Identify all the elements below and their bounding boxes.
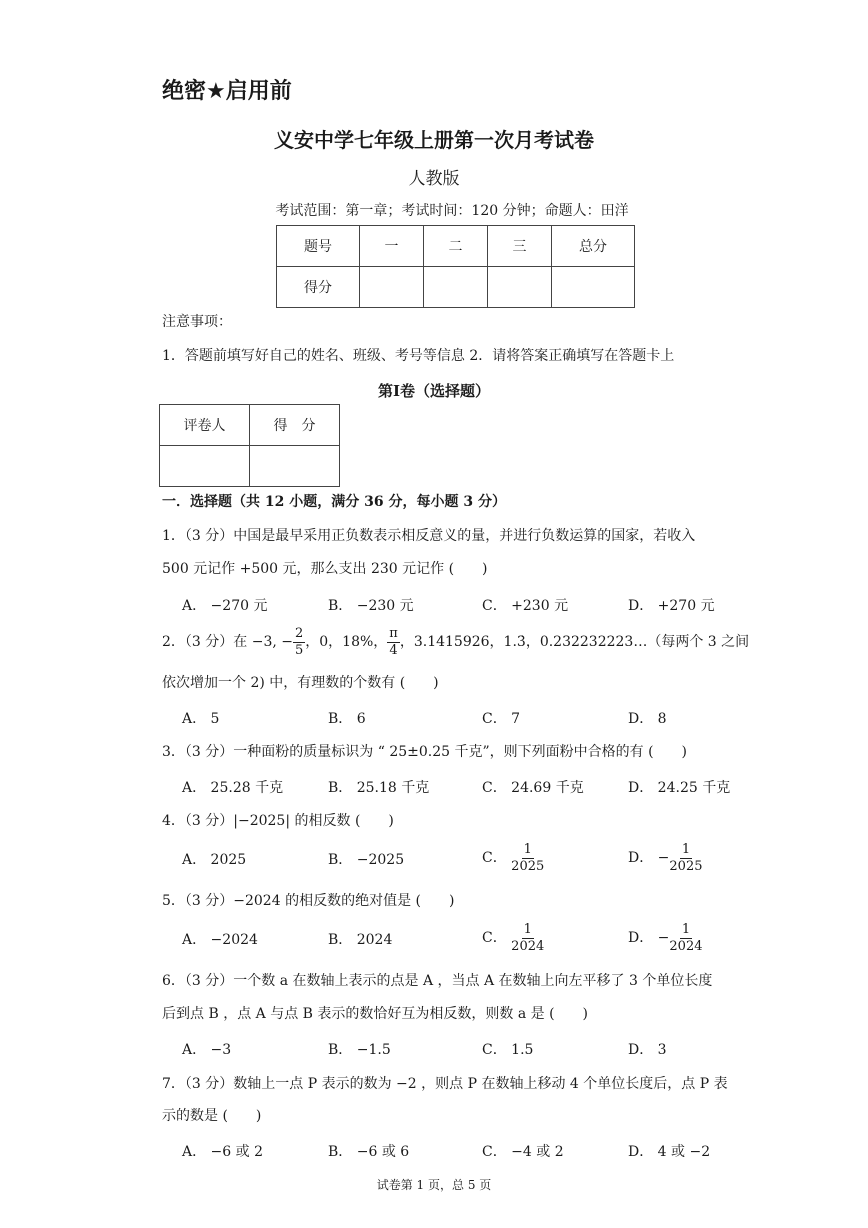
score-cell[interactable]	[360, 267, 424, 308]
question-5-option-c[interactable]	[482, 921, 544, 955]
exam-title: 义安中学七年级上册第一次月考试卷	[274, 128, 594, 152]
question-6-option-b[interactable]: B． −1.5	[328, 1042, 391, 1058]
question-2-suffix: ，3.1415926，1.3̇，0.232232223…（每两个 3 之间	[399, 634, 750, 650]
question-4-line-1: 4．（3 分）|−2025| 的相反数 ( )	[162, 813, 394, 829]
question-3-option-b[interactable]: B． 25.18 千克	[328, 780, 430, 796]
question-6-option-a[interactable]: A． −3	[182, 1042, 232, 1058]
question-6-option-d[interactable]: D． 3	[628, 1042, 667, 1058]
question-4-option-b[interactable]: B． −2025	[328, 852, 405, 868]
fraction-denominator: 5	[294, 642, 304, 658]
option-label: C．	[482, 850, 507, 866]
question-2-option-c[interactable]: C． 7	[482, 711, 521, 727]
question-2-option-a[interactable]: A． 5	[182, 711, 220, 727]
question-2-option-d[interactable]: D． 8	[628, 711, 667, 727]
fraction-denominator: 2025	[669, 858, 703, 874]
grader-table	[159, 404, 340, 487]
score-table-header-row	[277, 226, 635, 267]
question-5-option-d[interactable]	[628, 921, 703, 955]
score-header-cell: 总分	[552, 226, 635, 267]
fraction-option-c	[511, 842, 544, 875]
fraction-option-c	[511, 922, 544, 955]
question-2-line-1	[162, 624, 749, 660]
fraction-denominator: 4	[389, 642, 398, 658]
question-2-option-b[interactable]: B． 6	[328, 711, 366, 727]
fraction-denominator: 2025	[511, 858, 545, 874]
question-2-line-2: 依次增加一个 2) 中，有理数的个数有 ( )	[162, 675, 439, 691]
fraction-numerator: 1	[681, 841, 691, 857]
question-7-line-2: 示的数是 ( )	[162, 1108, 262, 1124]
question-1-option-b[interactable]: B． −230 元	[328, 598, 414, 614]
question-4-option-d[interactable]	[628, 841, 703, 875]
fraction-denominator: 2024	[511, 938, 545, 954]
question-1-line-2: 500 元记作 +500 元，那么支出 230 元记作 ( )	[162, 561, 488, 577]
fraction-pi-quarter	[387, 626, 400, 659]
question-3-line-1: 3．（3 分）一种面粉的质量标识为 “ 25±0.25 千克”，则下列面粉中合格的有 ( )	[162, 744, 688, 760]
fraction-option-d	[669, 922, 702, 955]
grader-cell[interactable]	[160, 446, 250, 487]
score-cell[interactable]	[488, 267, 552, 308]
question-1-line-1: 1．（3 分）中国是最早采用正负数表示相反意义的量，并进行负数运算的国家，若收入	[162, 528, 696, 544]
question-7-line-1: 7．（3 分）数轴上一点 P 表示的数为 −2 ，则点 P 在数轴上移动 4 个单位长度后，点 P 表	[162, 1076, 728, 1092]
grader-header-row	[160, 405, 340, 446]
page-footer: 试卷第 1 页，总 5 页	[376, 1178, 492, 1192]
exam-subtitle: 人教版	[408, 169, 460, 189]
score-header-cell: 三	[488, 226, 552, 267]
question-7-option-b[interactable]: B． −6 或 6	[328, 1144, 410, 1160]
question-3-option-c[interactable]: C． 24.69 千克	[482, 780, 584, 796]
grader-cell[interactable]	[250, 446, 340, 487]
question-5-option-b[interactable]: B． 2024	[328, 932, 393, 948]
score-header-cell: 二	[424, 226, 488, 267]
question-4-option-a[interactable]: A． 2025	[182, 852, 247, 868]
notes-body: 1．答题前填写好自己的姓名、班级、考号等信息 2．请将答案正确填写在答题卡上	[162, 348, 675, 364]
question-6-line-1: 6．（3 分）一个数 a 在数轴上表示的点是 A ，当点 A 在数轴上向左平移了 3 个单位长度	[162, 973, 713, 989]
question-2-prefix: 2．（3 分）在 −3, −	[162, 634, 293, 650]
question-6-line-2: 后到点 B ，点 A 与点 B 表示的数恰好互为相反数，则数 a 是 ( )	[162, 1006, 589, 1022]
fraction-denominator: 2024	[669, 938, 703, 954]
question-3-option-a[interactable]: A． 25.28 千克	[182, 780, 284, 796]
question-2-mid: ，0，18%，	[305, 634, 388, 650]
fraction-numerator: 2	[294, 625, 304, 641]
question-3-option-d[interactable]: D． 24.25 千克	[628, 780, 731, 796]
question-1-option-c[interactable]: C． +230 元	[482, 598, 569, 614]
score-header-cell: 一	[360, 226, 424, 267]
option-label: D． −	[628, 850, 670, 866]
fraction-numerator: 1	[523, 921, 532, 937]
fraction-numerator: 1	[523, 841, 532, 857]
question-7-option-d[interactable]: D． 4 或 −2	[628, 1144, 711, 1160]
score-cell[interactable]	[552, 267, 635, 308]
grader-value-row	[160, 446, 340, 487]
score-row-label: 得分	[277, 267, 360, 308]
fraction-option-d	[669, 842, 702, 875]
question-5-option-a[interactable]: A． −2024	[182, 932, 258, 948]
fraction-numerator: π	[389, 625, 398, 641]
volume-title: 第Ⅰ卷（选择题）	[377, 382, 491, 400]
score-header-cell: 题号	[277, 226, 360, 267]
score-cell[interactable]	[424, 267, 488, 308]
question-1-option-a[interactable]: A． −270 元	[182, 598, 268, 614]
score-table-score-row	[277, 267, 635, 308]
question-1-option-d[interactable]: D． +270 元	[628, 598, 715, 614]
question-7-option-a[interactable]: A． −6 或 2	[182, 1144, 264, 1160]
grader-header-cell: 评卷人	[160, 405, 250, 446]
question-6-option-c[interactable]: C． 1.5	[482, 1042, 534, 1058]
question-7-option-c[interactable]: C． −4 或 2	[482, 1144, 564, 1160]
option-label: D． −	[628, 930, 670, 946]
grader-header-cell: 得 分	[250, 405, 340, 446]
fraction-numerator: 1	[681, 921, 691, 937]
confidential-label: 绝密★启用前	[162, 79, 292, 104]
option-label: C．	[482, 930, 507, 946]
notes-title: 注意事项：	[162, 314, 232, 330]
exam-info: 考试范围：第一章；考试时间：120 分钟；命题人：田洋	[275, 203, 629, 219]
fraction-two-fifths	[293, 626, 305, 659]
question-4-option-c[interactable]	[482, 841, 544, 875]
question-5-line-1: 5．（3 分）−2024 的相反数的绝对值是 ( )	[162, 893, 455, 909]
section-title: 一．选择题（共 12 小题，满分 36 分，每小题 3 分）	[162, 494, 506, 510]
score-table	[276, 225, 635, 308]
